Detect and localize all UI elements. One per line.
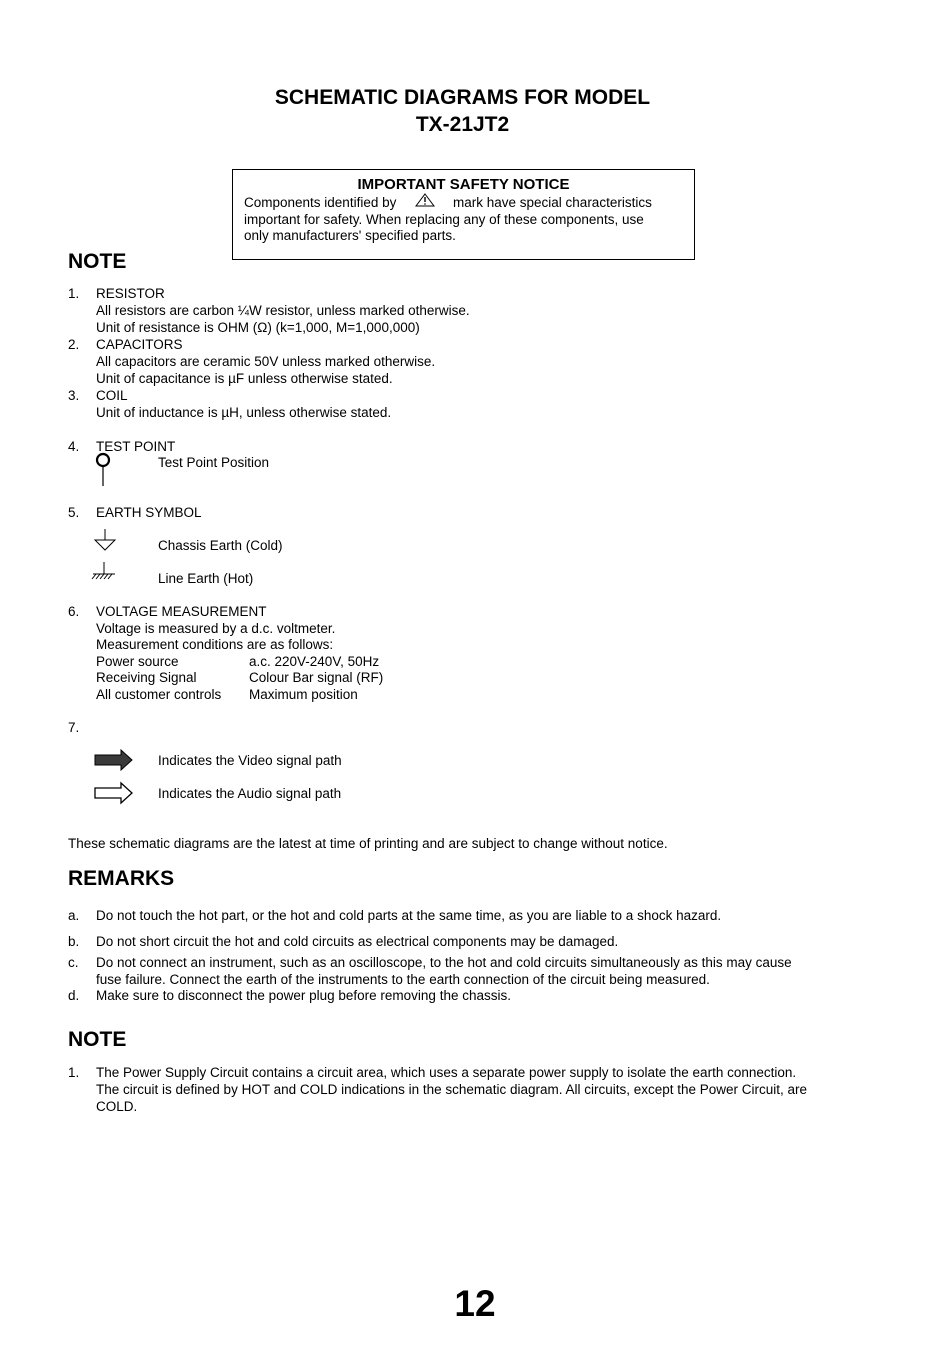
remark-text: Make sure to disconnect the power plug before removing the chassis. [96,988,511,1003]
page-title-line1: SCHEMATIC DIAGRAMS FOR MODEL [274,86,651,109]
note2-item-text: COLD. [96,1099,138,1114]
audio-signal-label: Indicates the Audio signal path [158,786,342,801]
note-item-title: RESISTOR [96,286,165,301]
note-heading: NOTE [68,250,127,273]
remark-letter: c. [68,955,79,970]
video-signal-arrow-icon [94,749,134,771]
note-item-text: All resistors are carbon ¼W resistor, unless marked otherwise. [96,303,470,318]
note2-item-text: The circuit is defined by HOT and COLD indications in the schematic diagram. All circuits, except the Power Circuit, are [96,1082,808,1097]
condition-label: All customer controls [96,687,222,702]
page-title-line2: TX-21JT2 [415,113,510,136]
note-item-title: VOLTAGE MEASUREMENT [96,604,267,619]
test-point-icon [93,452,113,488]
remarks-heading: REMARKS [68,867,175,890]
line-earth-label: Line Earth (Hot) [158,571,254,586]
note-item-number: 5. [68,505,80,520]
condition-value: Colour Bar signal (RF) [249,670,384,685]
note2-item-text: The Power Supply Circuit contains a circuit area, which uses a separate power supply to isolate the earth connection. [96,1065,797,1080]
condition-value: Maximum position [249,687,358,702]
note-item-number: 4. [68,439,80,454]
safety-notice-title: IMPORTANT SAFETY NOTICE [357,176,570,193]
remark-text: Do not connect an instrument, such as an oscilloscope, to the hot and cold circuits simultaneously as this may cause [96,955,792,970]
remark-text: Do not short circuit the hot and cold circuits as electrical components may be damaged. [96,934,619,949]
note-item-number: 3. [68,388,80,403]
note-item-number: 1. [68,286,80,301]
chassis-earth-icon [93,528,117,552]
note-item-text: All capacitors are ceramic 50V unless marked otherwise. [96,354,436,369]
remark-letter: d. [68,988,80,1003]
note-item-text: Unit of inductance is µH, unless otherwise stated. [96,405,392,420]
chassis-earth-label: Chassis Earth (Cold) [158,538,283,553]
condition-label: Power source [96,654,179,669]
safety-notice-line2: important for safety. When replacing any of these components, use [244,212,644,227]
page-number: 12 [454,1283,496,1324]
note-item-title: CAPACITORS [96,337,183,352]
remark-letter: b. [68,934,80,949]
note-item-title: TEST POINT [96,439,176,454]
safety-notice-box [232,169,695,260]
safety-notice-line3: only manufacturers' specified parts. [244,228,456,243]
note-item-title: COIL [96,388,128,403]
note-item-number: 7. [68,720,80,735]
line-earth-icon [89,561,117,581]
safety-notice-line1-start: Components identified by [244,195,397,210]
remark-text: fuse failure. Connect the earth of the instruments to the earth connection of the circuit being measured. [96,972,710,987]
condition-label: Receiving Signal [96,670,197,685]
note2-item-number: 1. [68,1065,80,1080]
note-item-text: Measurement conditions are as follows: [96,637,334,652]
note2-heading: NOTE [68,1028,127,1051]
note-item-title: EARTH SYMBOL [96,505,202,520]
video-signal-label: Indicates the Video signal path [158,753,342,768]
warning-triangle-icon [415,193,435,207]
remark-letter: a. [68,908,80,923]
note-item-text: Unit of resistance is OHM (Ω) (k=1,000, M=1,000,000) [96,320,420,335]
test-point-label: Test Point Position [158,455,270,470]
note-item-number: 6. [68,604,80,619]
note-item-number: 2. [68,337,80,352]
disclaimer-text: These schematic diagrams are the latest at time of printing and are subject to change without notice. [68,836,668,851]
audio-signal-arrow-icon [94,782,134,804]
remark-text: Do not touch the hot part, or the hot and cold parts at the same time, as you are liable to a shock hazard. [96,908,722,923]
note-item-text: Voltage is measured by a d.c. voltmeter. [96,621,336,636]
note-item-text: Unit of capacitance is µF unless otherwise stated. [96,371,393,386]
condition-value: a.c. 220V-240V, 50Hz [249,654,380,669]
safety-notice-line1-end: mark have special characteristics [453,195,652,210]
